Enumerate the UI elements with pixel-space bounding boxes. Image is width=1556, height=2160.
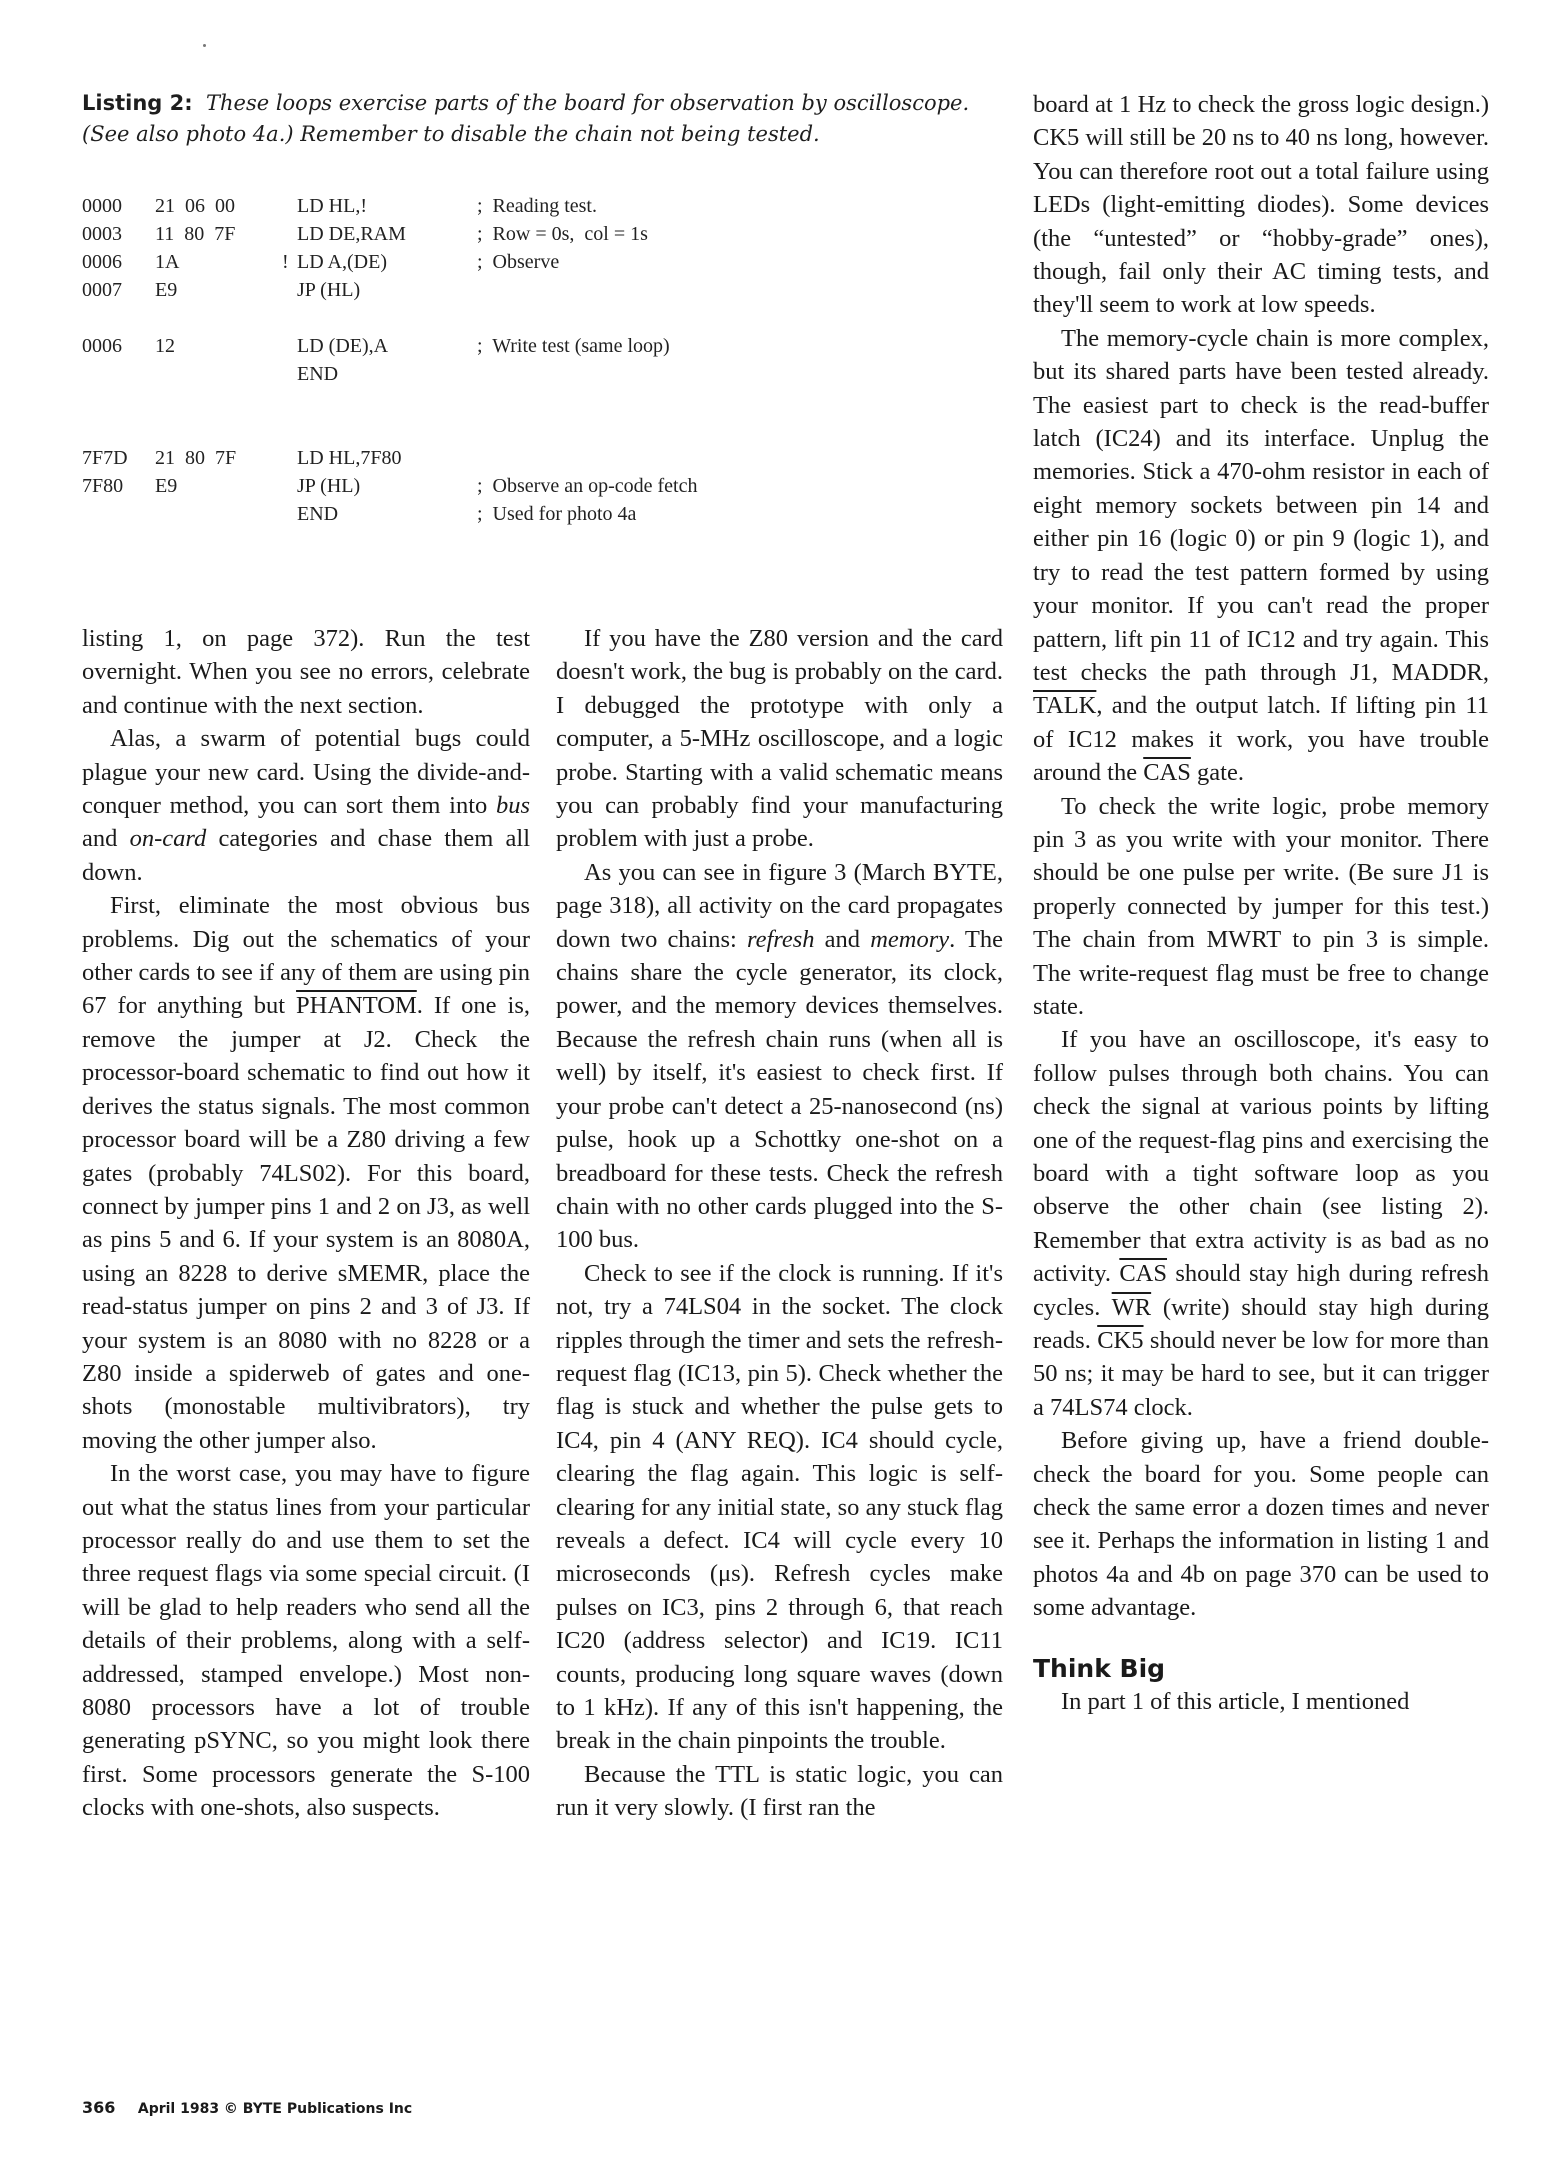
text-run: . If one is, remove the jumper at J2. Check the processor-board schematic to find out how it derives the status signals. The most common processor board will be a Z80 driving a few gates (probably 74LS02). For this board, connect by jumper pins 1 and 2 on J3, as well as pins 5 and 6. If your system is an 8080A, using an 8228 to derive sMEMR, place the read-status jumper on pins 2 and 3 of J3. If your system is an 8080 with no 8228 or a Z80 inside a spiderweb of gates and one-shots (monostable multivibrators), try moving the other jumper also.	[82, 992, 530, 1454]
listing-mnemonic: JP (HL)	[297, 475, 361, 497]
paragraph	[82, 889, 530, 1457]
listing-mnemonic: LD DE,RAM	[297, 223, 406, 245]
paragraph: If you have the Z80 version and the card doesn't work, the bug is probably on the card. I debugged the prototype with only a computer, a 5-MHz oscilloscope, and a logic probe. Starting with a valid schematic means you can probably find your manufacturing problem with just a probe.	[556, 625, 1003, 853]
paragraph	[1033, 1023, 1489, 1424]
text-run: categories and chase them all down.	[82, 825, 531, 886]
listing-address: 0003	[82, 223, 122, 245]
listing-caption-text: These loops exercise parts of the board for observation by oscilloscope. (See also photo 4a.) Remember to disable the chain not being tested.	[82, 91, 970, 146]
code-listing	[82, 192, 982, 528]
listing-row	[82, 472, 982, 500]
emphasis-on-card: on-card	[129, 825, 207, 853]
paragraph: In the worst case, you may have to figure out what the status lines from your particular processor really do and use them to set the three request flags via some special circuit. (I will be glad to help readers who send all the details of their problems, along with a self-addressed, stamped envelope.) Most non-8080 processors have a lot of trouble generating pSYNC, so you might look there first. Some processors generate the S-100 clocks with one-shots, also suspects.	[82, 1460, 530, 1822]
listing-label-marker: !	[282, 251, 289, 273]
listing-spacer	[82, 304, 982, 332]
listing-comment: ; Reading test.	[477, 195, 597, 217]
listing-row	[82, 248, 982, 276]
emphasis-bus: bus	[495, 792, 530, 820]
listing-row	[82, 360, 982, 388]
text-run: First, eliminate the most obvious bus problems. Dig out the schematics of your other cards to see if any of them are using pin 67 for anything but	[82, 892, 530, 1020]
paragraph: Before giving up, have a friend double-check the board for you. Some people can check the same error a dozen times and never see it. Perhaps the information in listing 1 and photos 4a and 4b on page 370 can be used to some advantage.	[1033, 1427, 1489, 1622]
listing-hex: 21 80 7F	[155, 447, 237, 469]
emphasis-refresh: refresh	[746, 925, 815, 953]
listing-hex: E9	[155, 475, 178, 497]
listing-mnemonic: JP (HL)	[297, 279, 361, 301]
copyright-line: April 1983 © BYTE Publications Inc	[137, 2101, 413, 2117]
paragraph	[82, 722, 530, 889]
signal-cas-overbar: $\overline{CAS}$	[1119, 1260, 1168, 1288]
text-run: Alas, a swarm of potential bugs could plague your new card. Using the divide-and-conquer method, you can sort them into	[82, 725, 530, 820]
listing-mnemonic: END	[297, 503, 339, 525]
listing-hex: E9	[155, 279, 178, 301]
listing-comment: ; Used for photo 4a	[477, 503, 637, 525]
listing-hex: 11 80 7F	[155, 223, 236, 245]
listing-row	[82, 276, 982, 304]
paragraph: board at 1 Hz to check the gross logic design.) CK5 will still be 20 ns to 40 ns long, however. You can therefore root out a total failure using LEDs (light-emitting diodes). Some devices (the “untested” or “hobby-grade” ones), though, fail only their AC timing tests, and they'll seem to work at low speeds.	[1033, 91, 1489, 319]
signal-cas-overbar: $\overline{CAS}$	[1143, 759, 1191, 787]
text-run: should never be low for more than 50 ns; it may be hard to see, but it can trigger a 74LS74 clock.	[1033, 1327, 1489, 1421]
listing-address: 0000	[82, 195, 122, 217]
section-heading: Think Big	[1033, 1653, 1166, 1683]
text-run: and	[814, 925, 871, 953]
text-run: If you have an oscilloscope, it's easy to follow pulses through both chains. You can check the signal at various points by lifting one of the request-flag pins and exercising the board with a tight software loop as you observe the other chain (see listing 2). Remember that extra activity is as bad as no activity.	[1033, 1026, 1489, 1288]
listing-address: 0006	[82, 335, 122, 357]
paragraph	[556, 856, 1003, 1257]
page-footer	[82, 2098, 412, 2117]
listing-comment: ; Observe an op-code fetch	[477, 475, 698, 497]
listing-caption-label: Listing 2:	[82, 91, 193, 115]
page-number: 366	[82, 2098, 116, 2117]
listing-mnemonic: LD HL,!	[297, 195, 367, 217]
text-run: (write) should stay high during reads.	[1033, 1293, 1489, 1355]
listing-mnemonic: LD (DE),A	[297, 335, 389, 357]
listing-mnemonic: LD HL,7F80	[297, 447, 402, 469]
listing-hex: 12	[155, 335, 175, 357]
article-column-middle	[556, 622, 1003, 1825]
listing-address: 0006	[82, 251, 122, 273]
paragraph	[1033, 322, 1489, 790]
listing-row	[82, 444, 982, 472]
listing-caption	[82, 88, 1012, 150]
listing-hex: 1A	[155, 251, 180, 273]
listing-address: 7F7D	[82, 447, 128, 469]
text-run: . The chains share the cycle generator, its clock, power, and the memory devices themselves. Because the refresh chain runs (when all is well) by itself, it's easiest to check first. If your probe can't detect a 25-nanosecond (ns) pulse, hook up a Schottky one-shot on a breadboard for these tests. Check the refresh chain with no other cards plugged into the S-100 bus.	[556, 925, 1004, 1254]
listing-comment: ; Observe	[477, 251, 560, 273]
listing-row	[82, 332, 982, 360]
signal-talk-overbar: TALK	[1033, 692, 1097, 720]
text-run: The memory-cycle chain is more complex, but its shared parts have been tested already. The easiest part to check is the read-buffer latch (IC24) and its interface. Unplug the memories. Stick a 470-ohm resistor in each of eight memory sockets between pin 14 and either pin 16 (logic 0) or pin 9 (logic 1), and try to read the test pattern formed by using your monitor. If you can't read the proper pattern, lift pin 11 of IC12 and try again. This test checks the path through J1, MADDR,	[1033, 324, 1489, 686]
listing-address: 7F80	[82, 475, 124, 497]
signal-phantom-overbar: PHANTOM	[296, 992, 417, 1020]
paragraph: listing 1, on page 372). Run the test overnight. When you see no errors, celebrate and continue with the next section.	[82, 625, 530, 719]
paragraph: In part 1 of this article, I mentioned	[1061, 1687, 1410, 1715]
signal-wr-overbar: $\overline{WR}$	[1111, 1293, 1152, 1321]
paragraph: Because the TTL is static logic, you can run it very slowly. (I first ran the	[556, 1760, 1003, 1822]
emphasis-memory: memory	[870, 925, 950, 953]
text-run: , and the output latch. If lifting pin 11 of IC12 makes it work, you have trouble around the	[1033, 692, 1489, 787]
listing-comment: ; Write test (same loop)	[477, 335, 670, 357]
article-column-left	[82, 622, 530, 1825]
text-run: gate.	[1190, 759, 1244, 787]
listing-mnemonic: END	[297, 363, 339, 385]
text-run: should stay high during refresh cycles.	[1033, 1260, 1489, 1321]
listing-row	[82, 500, 982, 528]
listing-row	[82, 220, 982, 248]
listing-hex: 21 06 00	[155, 195, 235, 217]
article-column-right	[1033, 88, 1489, 1718]
listing-address: 0007	[82, 279, 122, 301]
text-run: and	[82, 825, 130, 853]
paragraph: To check the write logic, probe memory pin 3 as you write with your monitor. There should be one pulse per write. (Be sure J1 is properly connected by jumper for this test.) The chain from MWRT to pin 3 is simple. The write-request flag must be free to change state.	[1033, 792, 1489, 1020]
listing-spacer	[82, 388, 982, 444]
text-run: As you can see in figure 3 (March BYTE, page 318), all activity on the card propagates down two chains:	[556, 858, 1003, 953]
paragraph: Check to see if the clock is running. If it's not, try a 74LS04 in the socket. The clock ripples through the timer and sets the refresh-request flag (IC13, pin 5). Check whether the flag is stuck and whether the pulse gets to IC4, pin 4 (ANY REQ). IC4 should cycle, clearing the flag again. This logic is self-clearing for any initial state, so any stuck flag reveals a defect. IC4 will cycle every 10 microseconds (μs). Refresh cycles make pulses on IC3, pins 2 through 6, that reach IC20 (address selector) and IC19. IC11 counts, producing long square waves (down to 1 kHz). If any of this isn't happening, the break in the chain pinpoints the trouble.	[556, 1259, 1003, 1755]
print-speck	[203, 44, 206, 47]
signal-ck5-overbar: CK5	[1097, 1327, 1144, 1355]
listing-mnemonic: LD A,(DE)	[297, 251, 387, 273]
listing-row	[82, 192, 982, 220]
listing-comment: ; Row = 0s, col = 1s	[477, 223, 648, 245]
